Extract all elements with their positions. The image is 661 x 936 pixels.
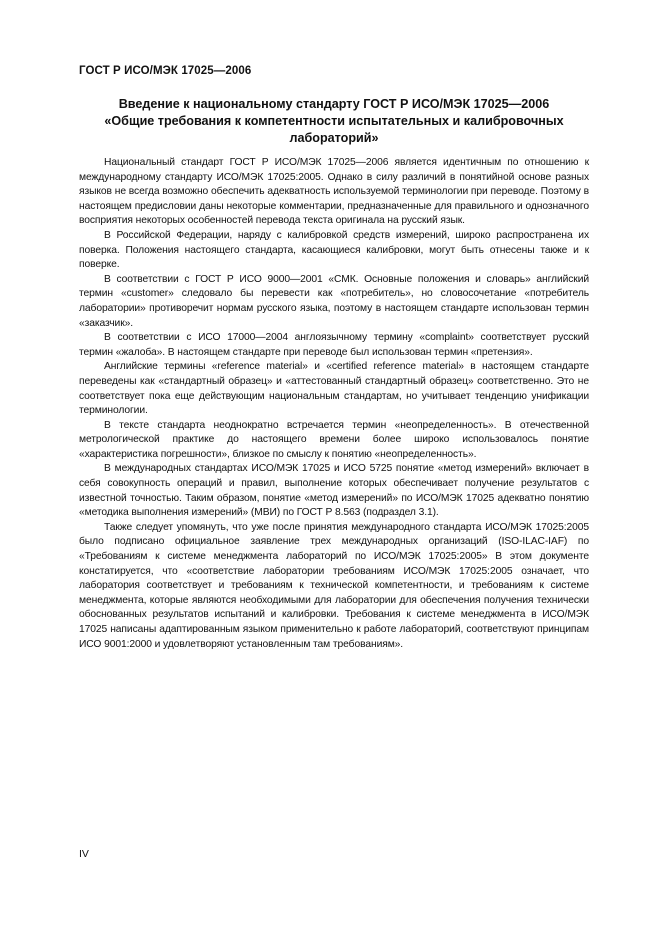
title-line-3: лабораторий» — [289, 131, 379, 145]
paragraph-identity: Национальный стандарт ГОСТ Р ИСО/МЭК 17025—2006 является идентичным по отношению к международному стандарту ИСО/МЭК 17025:2005. Однако в силу различий в понятийной основе разных языков не всегда возможно обеспечить адекватность используемой терминологии при переводе. Поэтому в настоящем предисловии даны некоторые комментарии, предназначенные для правильного и однозначного восприятия некоторых особенностей перевода текста оригинала на русский язык. — [79, 157, 589, 227]
paragraph-customer-term: В соответствии с ГОСТ Р ИСО 9000—2001 «СМК. Основные положения и словарь» английский термин «customer» следовало бы перевести как «потребитель», но словосочетание «потребитель лаборатории» противоречит нормам русского языка, поэтому в настоящем стандарте использован термин «заказчик». — [79, 273, 589, 329]
paragraph-uncertainty: В тексте стандарта неоднократно встречается термин «неопределенность». В отечественной метрологической практике до настоящего времени более широко использовалось понятие «характеристика погрешности», близкое по смыслу к понятию «неопределенность». — [79, 419, 589, 460]
body-text — [79, 156, 589, 652]
page-number: IV — [79, 848, 89, 860]
paragraph-measurement-method: В международных стандартах ИСО/МЭК 17025 и ИСО 5725 понятие «метод измерений» включает в себя совокупность операций и правил, выполнение которых обеспечивает получение результатов с известной точностью. Таким образом, понятие «метод измерений» по ИСО/МЭК 17025 адекватно понятию «методика выполнения измерений» (МВИ) по ГОСТ Р 8.563 (подраздел 3.1). — [79, 463, 589, 519]
title-line-1: Введение к национальному стандарту ГОСТ Р ИСО/МЭК 17025—2006 — [118, 97, 550, 111]
title-line-2: «Общие требования к компетентности испытательных и калибровочных — [104, 114, 564, 128]
paragraph-joint-communique: Также следует упомянуть, что уже после принятия международного стандарта ИСО/МЭК 17025:2005 было подписано официальное заявление трех международных организаций (ISO-ILAC-IAF) по «Требованиям к системе менеджмента лабораторий по ИСО/МЭК 17025:2005» В этом документе констатируется, что «соответствие лаборатории требованиям ИСО/МЭК 17025:2005 означает, что лаборатория соответствует и требованиям к технической компетентности, и требованиям к системе менеджмента, которые являются необходимыми для лаборатории для обеспечения получения технически обоснованных результатов испытаний и калибровки. Требования к системе менеджмента в ИСО/МЭК 17025 написаны адаптированным языком применительно к работе лабораторий, соответствуют принципам ИСО 9001:2000 и удовлетворяют установленным там требованиям». — [79, 521, 589, 650]
introduction-title — [79, 96, 589, 147]
running-header: ГОСТ Р ИСО/МЭК 17025—2006 — [79, 65, 252, 77]
paragraph-reference-material: Английские термины «reference material» и «certified reference material» в настоящем стандарте переведены как «стандартный образец» и «аттестованный стандартный образец» соответственно. Это не соответствует пока еще действующим национальным стандартам, но учитывает тенденцию унификации терминологии. — [79, 361, 589, 417]
paragraph-verification: В Российской Федерации, наряду с калибровкой средств измерений, широко распространена их поверка. Положения настоящего стандарта, касающиеся калибровки, могут быть отнесены также и к поверке. — [79, 229, 589, 271]
paragraph-complaint-term: В соответствии с ИСО 17000—2004 англоязычному термину «complaint» соответствует русский термин «жалоба». В настоящем стандарте при переводе был использован термин «претензия». — [79, 332, 589, 358]
